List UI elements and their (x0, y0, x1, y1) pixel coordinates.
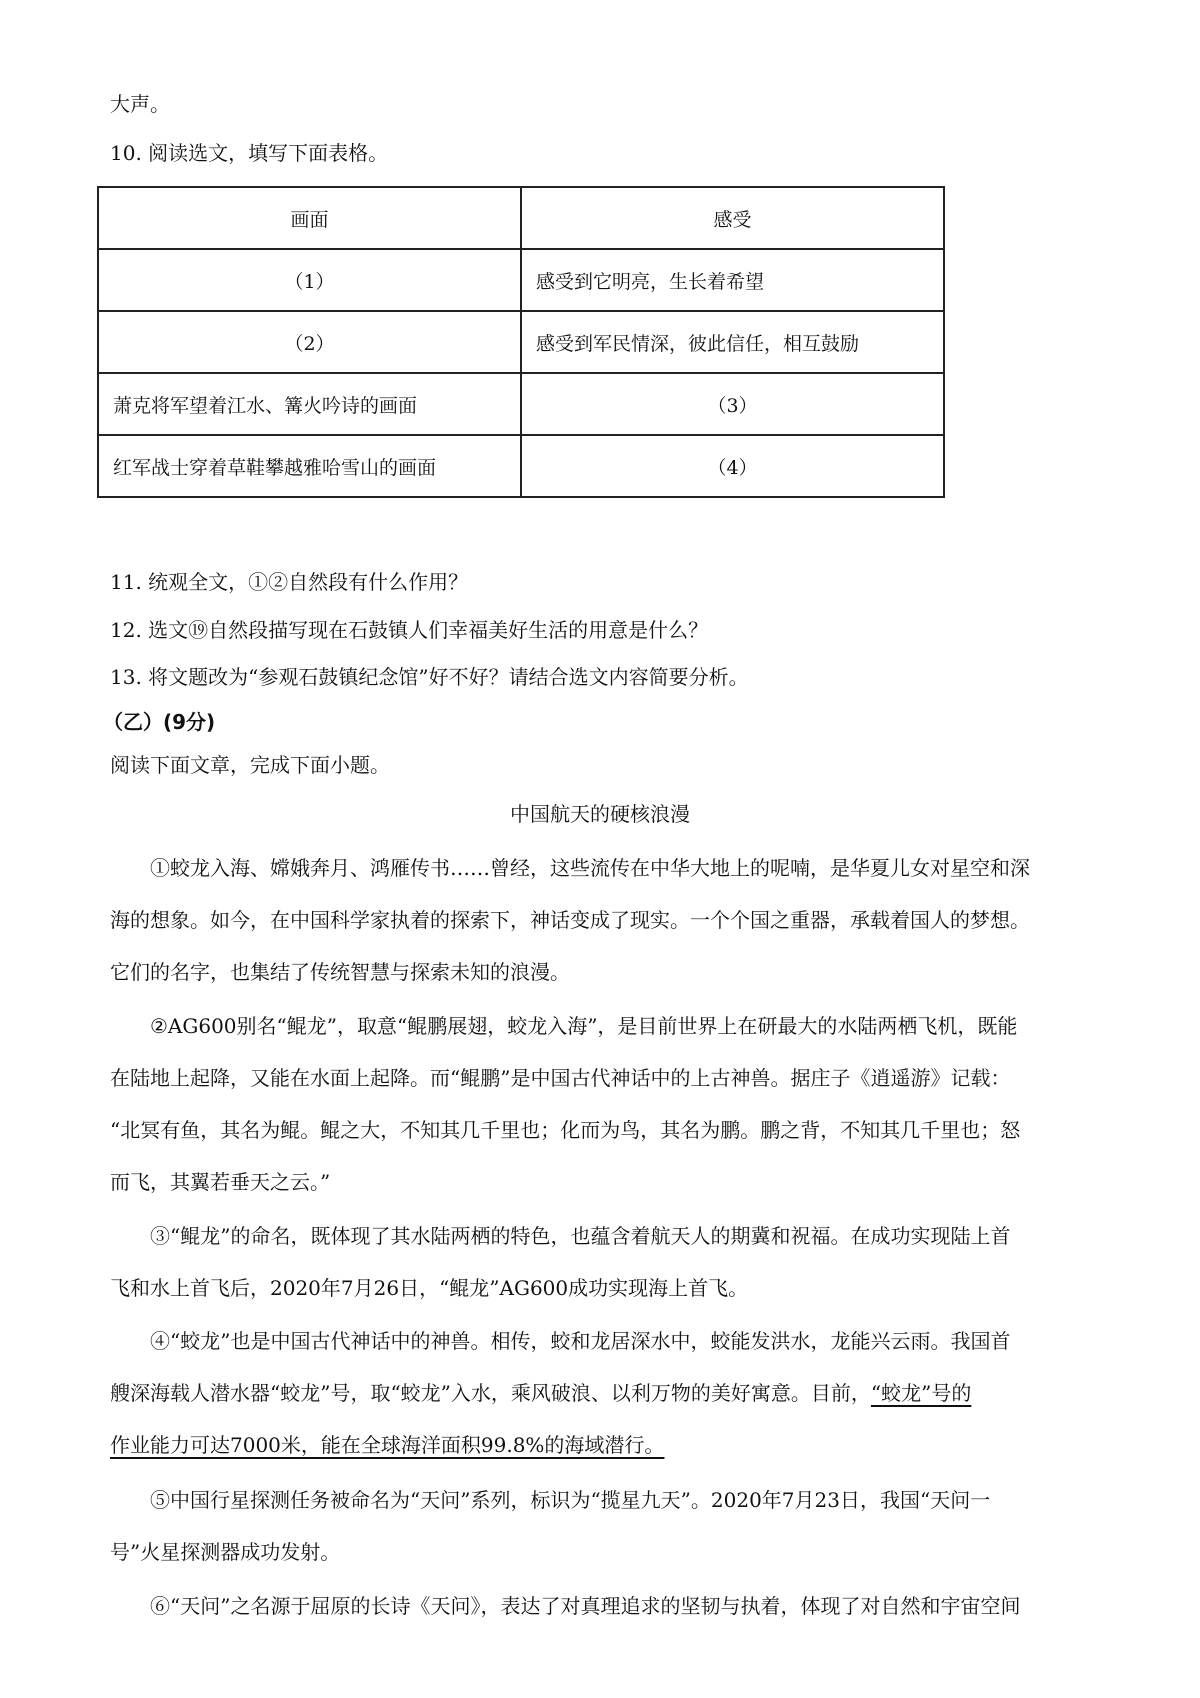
table-row (98, 311, 944, 373)
question-10: 10. 阅读选文，填写下面表格。 (110, 141, 389, 165)
paragraph-line: ⑤中国行星探测任务被命名为“天问”系列，标识为“揽星九天”。2020年7月23日，我国“天问一 (150, 1488, 991, 1512)
carryover-text: 大声。 (110, 92, 170, 116)
paragraph-5 (110, 1486, 1110, 1590)
question-11: 11. 统观全文，①②自然段有什么作用？ (110, 570, 469, 594)
article-title: 中国航天的硬核浪漫 (510, 802, 690, 826)
paragraph-line: 在陆地上起降，又能在水面上起降。而“鲲鹏”是中国古代神话中的上古神兽。据庄子《逍遥游》记载： (110, 1066, 1011, 1090)
paragraph-line: 海的想象。如今，在中国科学家执着的探索下，神话变成了现实。一个个国之重器，承载着国人的梦想。 (110, 908, 1030, 932)
paragraph-line (110, 1379, 1110, 1431)
question-13: 13. 将文题改为“参观石鼓镇纪念馆”好不好？请结合选文内容简要分析。 (110, 665, 749, 689)
table-header-feeling: 感受 (521, 187, 944, 249)
paragraph-3 (110, 1222, 1110, 1326)
section-heading: （乙）(9分) (103, 710, 216, 734)
table-header-row (98, 187, 944, 249)
paragraph-line: ①蛟龙入海、嫦娥奔月、鸿雁传书……曾经，这些流传在中华大地上的呢喃，是华夏儿女对星空和深 (150, 856, 1030, 880)
table-cell-picture: （2） (98, 311, 521, 373)
paragraph-line: ③“鲲龙”的命名，既体现了其水陆两栖的特色，也蕴含着航天人的期冀和祝福。在成功实现陆上首 (150, 1224, 1011, 1248)
table-cell-picture: 红军战士穿着草鞋攀越雅哈雪山的画面 (98, 435, 521, 497)
paragraph-line: ②AG600别名“鲲龙”，取意“鲲鹏展翅，蛟龙入海”，是目前世界上在研最大的水陆两栖飞机，既能 (150, 1014, 1018, 1038)
paragraph-2 (110, 1012, 1110, 1220)
paragraph-line (110, 1431, 1110, 1483)
table-cell-picture: 萧克将军望着江水、篝火吟诗的画面 (98, 373, 521, 435)
underlined-text: 作业能力可达7000米，能在全球海洋面积99.8%的海域潜行。 (110, 1433, 665, 1457)
paragraph-6 (110, 1592, 1110, 1644)
table-header-picture: 画面 (98, 187, 521, 249)
paragraph-line: 它们的名字，也集结了传统智慧与探索未知的浪漫。 (110, 960, 570, 984)
question-12: 12. 选文⑲自然段描写现在石鼓镇人们幸福美好生活的用意是什么？ (110, 618, 709, 642)
table-row (98, 249, 944, 311)
paragraph-line: 而飞，其翼若垂天之云。” (110, 1170, 331, 1194)
table-cell-feeling: （4） (521, 435, 944, 497)
underlined-text: “蛟龙”号的 (870, 1381, 972, 1405)
paragraph-text: 艘深海载人潜水器“蛟龙”号，取“蛟龙”入水，乘风破浪、以利万物的美好寓意。目前， (110, 1381, 871, 1405)
paragraph-line: 飞和水上首飞后，2020年7月26日，“鲲龙”AG600成功实现海上首飞。 (110, 1276, 749, 1300)
paragraph-line: ④“蛟龙”也是中国古代神话中的神兽。相传，蛟和龙居深水中，蛟能发洪水，龙能兴云雨。我国首 (150, 1329, 1011, 1353)
paragraph-line: ⑥“天问”之名源于屈原的长诗《天问》，表达了对真理追求的坚韧与执着，体现了对自然和宇宙空间 (150, 1594, 1021, 1618)
table-row (98, 373, 944, 435)
paragraph-line: “北冥有鱼，其名为鲲。鲲之大，不知其几千里也；化而为鸟，其名为鹏。鹏之背，不知其几千里也；怒 (110, 1118, 1021, 1142)
paragraph-4 (110, 1327, 1110, 1483)
table-cell-feeling: （3） (521, 373, 944, 435)
table-cell-picture: （1） (98, 249, 521, 311)
reading-instruction: 阅读下面文章，完成下面小题。 (110, 753, 390, 777)
paragraph-line: 号”火星探测器成功发射。 (110, 1540, 341, 1564)
table-cell-feeling: 感受到军民情深，彼此信任，相互鼓励 (521, 311, 944, 373)
paragraph-1 (110, 854, 1110, 1010)
table-row (98, 435, 944, 497)
table-cell-feeling: 感受到它明亮，生长着希望 (521, 249, 944, 311)
answer-table (97, 186, 945, 498)
